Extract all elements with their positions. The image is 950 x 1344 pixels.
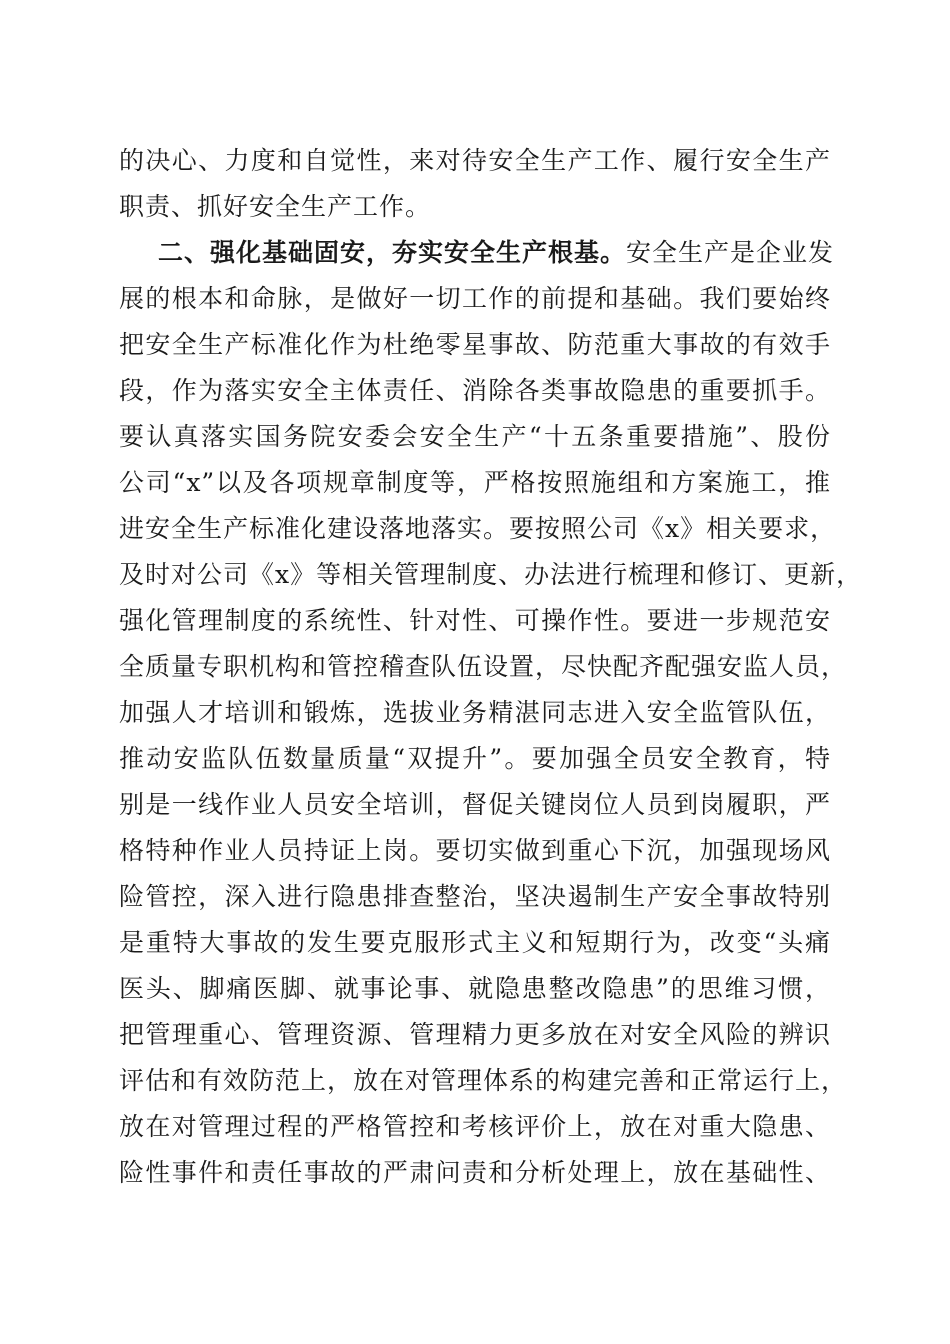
paragraph-2-line: 把管理重心、管理资源、管理精力更多放在对安全风险的辨识	[119, 1020, 831, 1049]
paragraph-2-line: 别是一线作业人员安全培训，督促关键岗位人员到岗履职，严	[119, 790, 831, 819]
paragraph-2-line: 推动安监队伍数量质量“双提升”。要加强全员安全教育，特	[119, 744, 831, 773]
paragraph-2-line: 把安全生产标准化作为杜绝零星事故、防范重大事故的有效手	[119, 330, 831, 359]
paragraph-2-first-line-rest: 安全生产是企业发	[626, 238, 835, 267]
paragraph-2-line: 放在对管理过程的严格管控和考核评价上，放在对重大隐患、	[119, 1112, 831, 1141]
paragraph-2-line: 险性事件和责任事故的严肃问责和分析处理上，放在基础性、	[119, 1158, 831, 1187]
paragraph-2-line: 医头、脚痛医脚、就事论事、就隐患整改隐患”的思维习惯，	[119, 974, 831, 1003]
paragraph-2-line: 段，作为落实安全主体责任、消除各类事故隐患的重要抓手。	[119, 376, 831, 405]
paragraph-1-line-2: 职责、抓好安全生产工作。	[119, 192, 432, 221]
paragraph-2-line: 格特种作业人员持证上岗。要切实做到重心下沉，加强现场风	[119, 836, 831, 865]
paragraph-2-line: 险管控，深入进行隐患排查整治，坚决遏制生产安全事故特别	[119, 882, 831, 911]
paragraph-2-line: 展的根本和命脉，是做好一切工作的前提和基础。我们要始终	[119, 284, 831, 313]
paragraph-2-line: 全质量专职机构和管控稽查队伍设置，尽快配齐配强安监人员，	[119, 652, 848, 681]
paragraph-2-line: 是重特大事故的发生要克服形式主义和短期行为，改变“头痛	[119, 928, 831, 957]
paragraph-2-line: 及时对公司《x》等相关管理制度、办法进行梳理和修订、更新，	[119, 560, 863, 589]
paragraph-2-line: 强化管理制度的系统性、针对性、可操作性。要进一步规范安	[119, 606, 831, 635]
paragraph-2-first-line	[158, 238, 835, 270]
paragraph-2-line: 进安全生产标准化建设落地落实。要按照公司《x》相关要求，	[119, 514, 837, 543]
paragraph-1-line-1: 的决心、力度和自觉性，来对待安全生产工作、履行安全生产	[119, 146, 831, 175]
paragraph-2-line: 公司“x”以及各项规章制度等，严格按照施组和方案施工，推	[119, 468, 831, 497]
paragraph-2-line: 加强人才培训和锻炼，选拔业务精湛同志进入安全监管队伍，	[119, 698, 831, 727]
paragraph-2-line: 要认真落实国务院安委会安全生产“十五条重要措施”、股份	[119, 422, 831, 451]
section-heading: 二、强化基础固安，夯实安全生产根基。	[158, 238, 627, 267]
paragraph-2-line: 评估和有效防范上，放在对管理体系的构建完善和正常运行上，	[119, 1066, 848, 1095]
